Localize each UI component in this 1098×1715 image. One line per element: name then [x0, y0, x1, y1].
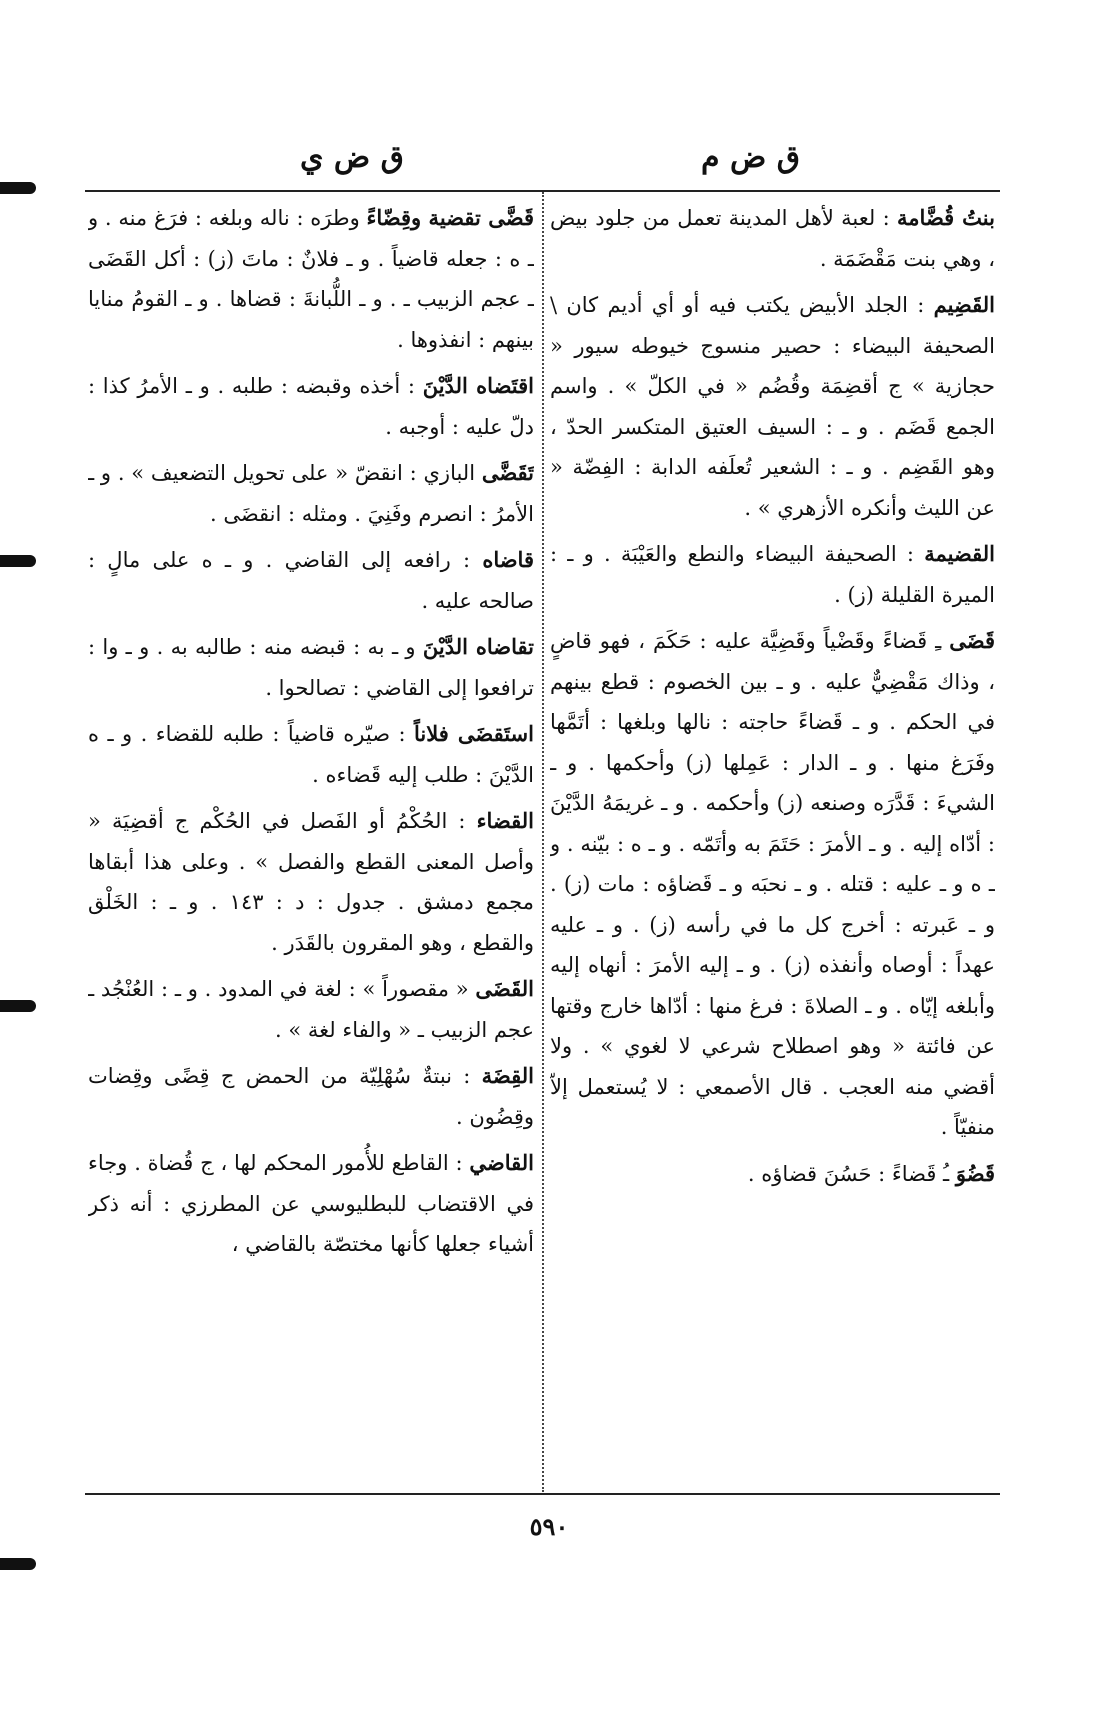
entry	[88, 969, 534, 1050]
entry-definition: و ـ به : قبضه منه : طالبه به . و ـ وا : ترافعوا إلى القاضي : تصالحوا .	[88, 635, 534, 700]
entry-definition: : نبتةٌ سُهْلِيّة من الحمض ج قِضًى وقِضات وقِضُون .	[88, 1064, 534, 1129]
entry-definition: : الحُكْمُ أو الفَصل في الحُكْم ج أقضِيَة « وأصل المعنى القطع والفصل » . وعلى هذا أبقاها مجمع دمشق . جدول : د : ١٤٣ . و ـ : الخَلْق والقطع ، وهو المقرون بالقَدَر .	[88, 809, 534, 955]
entry	[550, 198, 995, 279]
entry-headword: استَقضَى فلاناً	[414, 721, 534, 746]
entry-definition: ـُ قَضاءً : حَسُنَ قضاؤه .	[747, 1161, 956, 1186]
entry	[88, 366, 534, 447]
entry	[550, 534, 995, 615]
entry	[88, 714, 534, 795]
entry-headword: اقتَضاه الدَّيْنَ	[422, 373, 534, 398]
entry-definition: « مقصوراً » : لغة في المدود . و ـ : العُنْجُد ـ عجم الزبيب ـ « والفاء لغة » .	[88, 977, 534, 1042]
entry-headword: قَضُوَ	[955, 1160, 995, 1186]
entry	[550, 621, 995, 1148]
entry-headword: القِضَة	[481, 1063, 534, 1088]
entry-definition: : الجلد الأبيض يكتب فيه أو أي أديم كان \ الصحيفة البيضاء : حصير منسوج خيوطه سيور « حجازية » ج أقضِمَة وقُضُم « في الكلّ » . واسم الجمع قَضَم . و ـ : السيف العتيق المتكسر الحدّ ، وهو القَضِم . و ـ : الشعير تُعلَفه الدابة : الفِضّة « عن الليث وأنكره الأزهري » .	[550, 293, 995, 520]
header-root-left: ق ض ي	[300, 140, 404, 175]
entry-definition: : الصحيفة البيضاء والنطع والعَيْبَة . و ـ : الميرة القليلة (ز) .	[550, 542, 995, 607]
entry-definition: : القاطع للأُمور المحكم لها ، ج قُضاة . وجاء في الاقتضاب للبطليوسي عن المطرزي : أنه ذكر أشياء جعلها كأنها مختصّة بالقاضي ،	[88, 1151, 534, 1256]
entry-definition: ـِ قَضاءً وقَضْياً وقَضِيَّة عليه : حَكَمَ ، فهو قاضٍ ، وذاك مَقْضِيٌّ عليه . و ـ بين الخصوم : قطع بينهم في الحكم . و ـ قَضاءً حاجته : نالها وبلغها : أتَمَّها وفَرَغ منها . و ـ الدار : عَمِلها (ز) وأحكمها . و ـ الشيءَ : قَدَّرَه وصنعه (ز) وأحكمه . و ـ غريمَهُ الدَّيْنَ : أدّاه إليه . و ـ الأمرَ : حَتَمَ به وأتَمّه . و ـ ه : بيّنه . و ـ ه و ـ عليه : قتله . و ـ نحبَه و ـ قَضاؤه : مات (ز) . و ـ عَبرته : أخرج كل ما في رأسه (ز) . و ـ عليه عهداً : أوصاه وأنفذه (ز) . و ـ إليه الأمرَ : أنهاه إليه وأبلغه إيّاه . و ـ الصلاةَ : فرغ منها : أدّاها خارج وقتها عن فائتة « وهو اصطلاح شرعي لا لغوي » . ولا أقضي منه العجب . قال الأصمعي : لا يُستعمل إلاّ منفيّاً .	[550, 629, 995, 1139]
edge-mark	[0, 555, 36, 567]
right-column	[550, 198, 995, 1488]
page-number: ٥٩٠	[529, 1512, 569, 1541]
page-header	[85, 140, 1015, 180]
entry-headword: القَضِيم	[933, 292, 995, 317]
entry	[88, 1143, 534, 1265]
entry-headword: القاضي	[469, 1150, 534, 1175]
edge-mark	[0, 1558, 36, 1570]
header-root-right: ق ض م	[700, 140, 800, 175]
entry	[88, 198, 534, 360]
entry-definition: وطرَه : ناله وبلغه : فرَغ منه . و ـ ه : جعله قاضياً . و ـ فلانٌ : ماتَ (ز) : أكل القَضَى ـ عجم الزبيب ـ . و ـ اللُّبانةَ : قضاها . و ـ القومُ منايا بينهم : انفذوها .	[88, 206, 534, 352]
entry	[550, 285, 995, 528]
entry-definition: : صيّره قاضياً : طلبه للقضاء . و ـ ه الدَّيْنَ : طلب إليه قَضاءه .	[88, 722, 534, 787]
entry-definition: البازي : انقضّ « على تحويل التضعيف » . و ـ الأمرُ : انصرم وفَنِيَ . ومثله : انقضَى .	[88, 461, 534, 526]
entry	[88, 801, 534, 963]
entry-headword: تقاضاه الدَّيْنَ	[422, 634, 534, 659]
entry	[88, 453, 534, 534]
entry-headword: القضيمة	[924, 541, 995, 566]
entry	[88, 1056, 534, 1137]
entry-definition: : رافعه إلى القاضي . و ـ ه على مالٍ : صالحه عليه .	[88, 548, 534, 613]
edge-mark	[0, 1000, 36, 1012]
entry	[88, 627, 534, 708]
column-divider	[542, 192, 544, 1492]
bottom-rule	[85, 1493, 1000, 1495]
entry-definition: : أخذه وقبضه : طلبه . و ـ الأمرُ كذا : دلّ عليه : أوجبه .	[88, 374, 534, 439]
entry-headword: تَقَضَّى	[481, 460, 534, 485]
edge-mark	[0, 182, 36, 194]
entry-headword: قَضَّى تقضية وقِضّاءً	[366, 205, 534, 230]
entry-headword: قاضاه	[482, 547, 534, 572]
entry-headword: القَضَى	[475, 976, 534, 1001]
entry	[88, 540, 534, 621]
entry-headword: بنتُ قُضَّامة	[897, 205, 995, 230]
entry-headword: قَضَى	[949, 628, 995, 653]
entry-headword: القضاء	[476, 808, 534, 833]
entry	[550, 1154, 995, 1195]
entry-definition: : لعبة لأهل المدينة تعمل من جلود بيض ، وهي بنت مَقْضَمَة .	[550, 206, 995, 271]
left-column	[88, 198, 534, 1488]
